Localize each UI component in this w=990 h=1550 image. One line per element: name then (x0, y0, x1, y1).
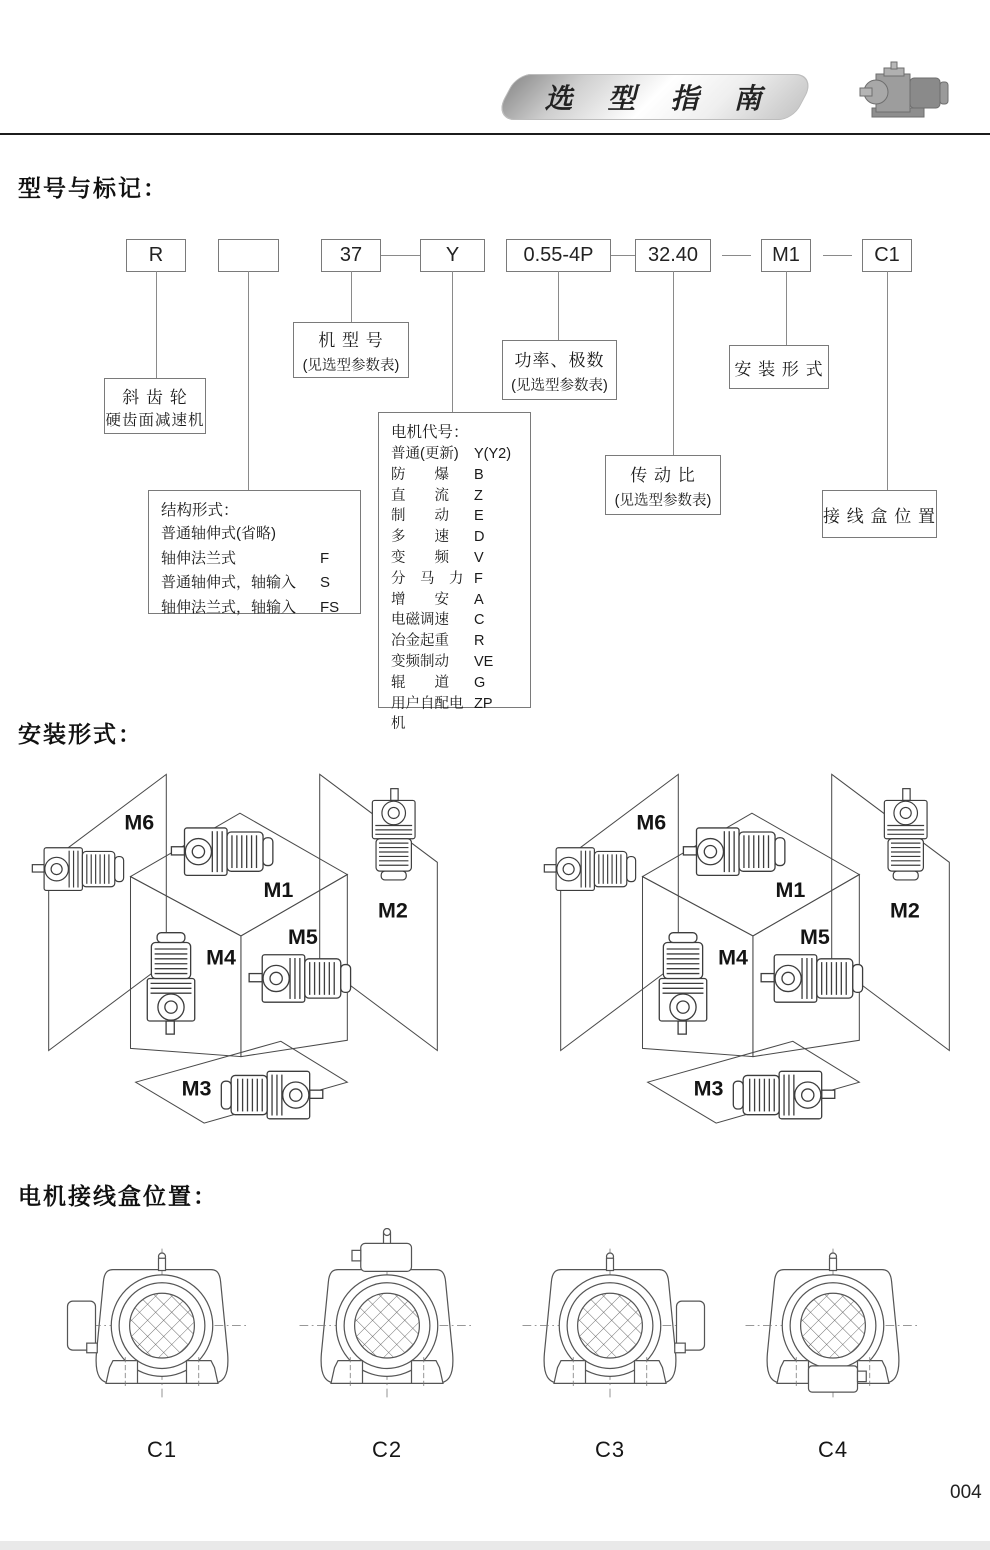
label-reducer: 斜 齿 轮 硬齿面减速机 (104, 378, 206, 434)
footer-bar (0, 1541, 990, 1550)
code-box-ratio: 32.40 (635, 239, 711, 272)
label-junction-box: 接 线 盒 位 置 (822, 490, 937, 538)
structure-row: 普通轴伸式(省略) (161, 525, 276, 542)
motor-endview-box-right (512, 1228, 708, 1418)
motor-endview-box-left (64, 1228, 260, 1418)
junction-figure-c3 (510, 1228, 710, 1463)
leader-line (786, 271, 787, 345)
junction-label: C1 (146, 1437, 178, 1462)
motor-code-row: 制 动 E (391, 508, 484, 525)
motor-code-row: 用户自配电机 ZP (391, 695, 493, 733)
motor-code-row: 电磁调速 C (391, 612, 485, 629)
label-ratio: 传 动 比 (见选型参数表) (605, 455, 721, 515)
motor-code-row: 变频制动 VE (391, 653, 494, 670)
label-mounting: 安 装 形 式 (729, 345, 829, 389)
junction-box-right (675, 1301, 705, 1353)
code-box-series: R (126, 239, 186, 272)
model-section-title: 型号与标记： (18, 175, 168, 201)
motor-code-row: 辊 道 G (391, 674, 486, 691)
junction-figure-c1 (62, 1228, 262, 1463)
connector (381, 255, 420, 256)
junction-section-title: 电机接线盒位置： (18, 1183, 218, 1209)
code-box-mounting: M1 (761, 239, 811, 272)
mounting-label-m6: M6 (636, 810, 667, 835)
junction-label: C2 (371, 1437, 403, 1462)
connector (611, 255, 635, 256)
junction-box-bottom (809, 1366, 867, 1392)
motor-codes-title: 电机代号： (391, 424, 469, 441)
leader-line (673, 271, 674, 455)
mounting-label-m6: M6 (124, 810, 155, 835)
code-box-power: 0.55-4P (506, 239, 611, 272)
leader-line (558, 271, 559, 340)
mounting-label-m5: M5 (288, 925, 318, 950)
mounting-label-m3: M3 (181, 1076, 212, 1101)
code-box-junction: C1 (862, 239, 912, 272)
motor-codes-box (378, 412, 531, 733)
mounting-label-m2: M2 (890, 898, 920, 923)
mounting-label-m4: M4 (206, 945, 237, 970)
motor-code-row: 分 马 力 F (391, 570, 483, 587)
mounting-label-m2: M2 (378, 898, 408, 923)
gearmotor-photo (858, 58, 958, 126)
motor-endview-box-bottom (735, 1228, 931, 1418)
mounting-section-title: 安装形式： (18, 721, 143, 747)
mounting-label-m5: M5 (800, 925, 830, 950)
motor-code-row: 直 流 Z (391, 487, 483, 504)
mounting-label-m3: M3 (693, 1076, 724, 1101)
junction-figure-c2 (287, 1228, 487, 1463)
label-power: 功率、极数 (见选型参数表) (502, 340, 617, 400)
leader-line (248, 271, 249, 490)
label-model-no: 机 型 号 (见选型参数表) (293, 322, 409, 378)
junction-label: C3 (594, 1437, 626, 1462)
mounting-label-m1: M1 (775, 878, 806, 903)
mounting-label-m4: M4 (718, 945, 749, 970)
structure-row: 普通轴伸式，轴输入 S (161, 574, 331, 591)
junction-box-left (68, 1301, 98, 1353)
junction-label: C4 (817, 1437, 849, 1462)
mounting-label-m1: M1 (263, 878, 294, 903)
motor-endview-box-top (289, 1228, 485, 1418)
mounting-diagram-flange (530, 762, 980, 1161)
motor-code-row: 冶金起重 R (391, 633, 485, 650)
header-banner (505, 74, 805, 120)
page-number: 004 (950, 1482, 982, 1503)
motor-code-row: 防 爆 B (391, 466, 484, 483)
junction-figure-c4 (733, 1228, 933, 1463)
banner-title: 选 型 指 南 (544, 84, 776, 115)
motor-code-row: 普通(更新) Y(Y2) (391, 446, 512, 462)
structure-codes-box (148, 490, 361, 614)
motor-code-row: 增 安 A (391, 591, 484, 608)
motor-code-row: 变 频 V (391, 549, 484, 566)
code-box-size: 37 (321, 239, 381, 272)
connector (823, 255, 852, 256)
leader-line (887, 271, 888, 490)
leader-line (351, 271, 352, 322)
structure-row: 轴伸法兰式 F (161, 549, 330, 567)
code-box-structure (218, 239, 279, 272)
structure-title: 结构形式： (161, 502, 239, 519)
header-rule (0, 133, 990, 135)
motor-code-row: 多 速 D (391, 529, 485, 546)
structure-row: 轴伸法兰式，轴输入 FS (161, 598, 340, 616)
junction-box-top (352, 1229, 412, 1272)
connector (722, 255, 751, 256)
leader-line (452, 271, 453, 412)
mounting-diagram-shaft (18, 762, 468, 1161)
code-box-motor: Y (420, 239, 485, 272)
leader-line (156, 271, 157, 378)
